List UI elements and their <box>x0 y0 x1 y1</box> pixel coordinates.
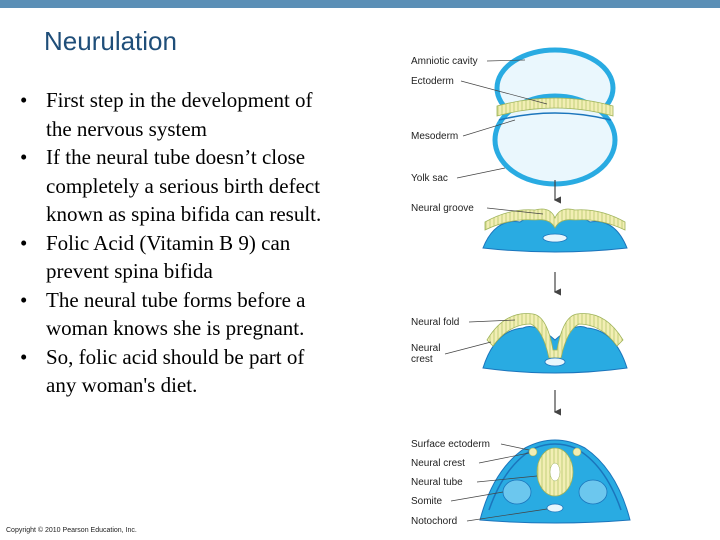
top-accent-bar <box>0 0 720 8</box>
label-neural-groove: Neural groove <box>411 203 474 214</box>
notochord-shape <box>547 504 563 512</box>
neural-crest-shape <box>529 448 537 456</box>
neurulation-diagram <box>405 40 720 535</box>
stage-1-embryonic-disc <box>495 50 615 184</box>
label-amniotic-cavity: Amniotic cavity <box>411 56 478 67</box>
somite-shape <box>579 480 607 504</box>
bullet-text: So, folic acid should be part of any woman's diet. <box>46 344 305 397</box>
notochord-shape <box>545 358 565 366</box>
label-neural-crest-line-2: crest <box>411 354 433 365</box>
neural-canal-shape <box>550 463 560 481</box>
slide-title: Neurulation <box>44 26 177 56</box>
label-neural-crest: Neural crest <box>411 458 465 469</box>
label-ectoderm: Ectoderm <box>411 76 454 87</box>
label-mesoderm: Mesoderm <box>411 131 459 142</box>
label-neural-fold: Neural fold <box>411 317 460 328</box>
bullet-item <box>18 286 338 343</box>
bullet-text: The neural tube forms before a woman knows she is pregnant. <box>46 287 306 340</box>
label-yolk-sac: Yolk sac <box>411 173 448 184</box>
somite-shape <box>503 480 531 504</box>
bullet-dot: • <box>20 344 28 369</box>
bullet-text: If the neural tube doesn’t close completely a serious birth defect known as spina bifida can result. <box>46 145 322 226</box>
label-neural-crest-line-1: Neural <box>411 343 441 354</box>
label-neural-tube: Neural tube <box>411 477 463 488</box>
label-surface-ectoderm: Surface ectoderm <box>411 439 490 450</box>
bullet-item <box>18 143 338 229</box>
leader-line <box>445 342 491 354</box>
bullet-text: First step in the development of the nervous system <box>46 88 313 141</box>
bullet-item <box>18 229 338 286</box>
bullet-text: Folic Acid (Vitamin B 9) can prevent spina bifida <box>46 230 291 283</box>
label-notochord: Notochord <box>411 516 458 527</box>
bullet-dot: • <box>20 287 28 312</box>
bullet-item <box>18 86 338 143</box>
leader-line <box>501 444 529 450</box>
bullet-item <box>18 343 338 400</box>
copyright-notice: Copyright © 2010 Pearson Education, Inc. <box>6 527 137 534</box>
bullet-dot: • <box>20 145 28 169</box>
neural-crest-shape <box>573 448 581 456</box>
bullet-dot: • <box>20 230 28 255</box>
leader-line <box>457 168 505 178</box>
notochord-shape <box>543 234 567 242</box>
stage-4-neural-tube <box>480 440 630 523</box>
bullet-list <box>18 86 338 400</box>
bullet-dot: • <box>20 88 28 112</box>
stage-3-neural-fold <box>483 314 627 373</box>
stage-2-neural-groove <box>483 209 627 252</box>
label-somite: Somite <box>411 496 443 507</box>
